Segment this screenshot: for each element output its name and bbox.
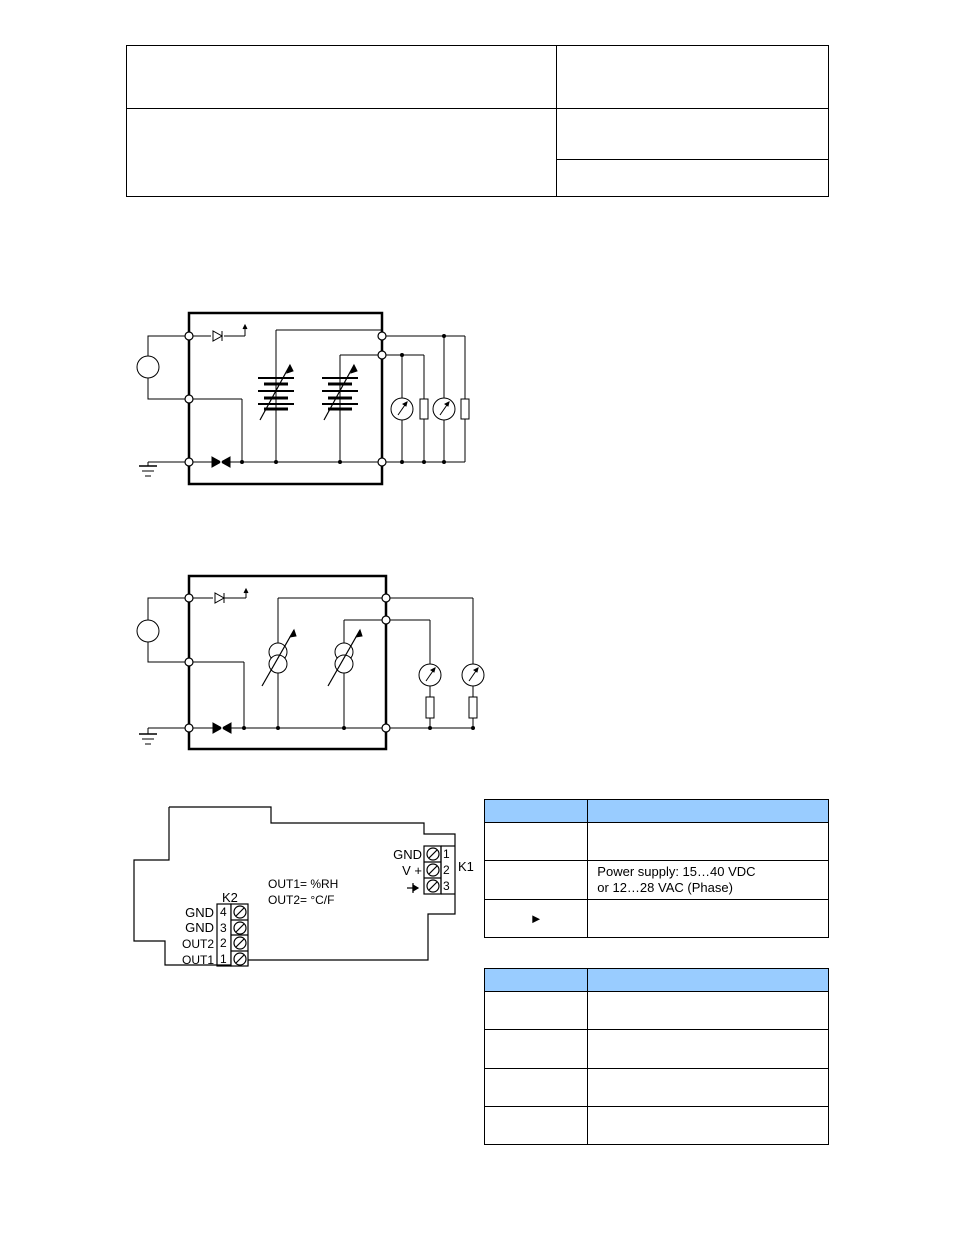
table-cell (588, 823, 829, 861)
table-row (485, 1069, 829, 1107)
table-cell (588, 900, 829, 938)
k1-pin3-number: 3 (443, 879, 450, 893)
k1-pin2-label: V + (402, 863, 422, 878)
table-cell (588, 992, 829, 1030)
table-row (485, 1107, 829, 1145)
outputs-line1: OUT1= %RH (268, 877, 339, 891)
table-row (485, 1030, 829, 1069)
table-header-cell (588, 800, 829, 823)
table-cell (485, 1107, 588, 1145)
power-supply-cell: Power supply: 15…40 VDC or 12…28 VAC (Phase) (588, 861, 829, 900)
k2-name: K2 (222, 890, 238, 905)
table-cell (588, 1069, 829, 1107)
table-row (485, 992, 829, 1030)
k2-pin3-label: GND (185, 920, 214, 935)
table-row (485, 900, 829, 938)
k2-pin2-label: OUT2 (181, 937, 214, 951)
k1-name: K1 (458, 859, 474, 874)
table-row (485, 823, 829, 861)
table-cell (485, 861, 588, 900)
k1-pin1-number: 1 (443, 847, 450, 861)
k2-pin1-number: 1 (220, 952, 227, 966)
terminal-table-k2 (484, 968, 829, 1145)
table-cell (588, 1030, 829, 1069)
table-header-row (485, 800, 829, 823)
table-cell (485, 1069, 588, 1107)
table-header-cell (588, 969, 829, 992)
table-cell: ► (485, 900, 588, 938)
table-cell (485, 992, 588, 1030)
table-cell (485, 1030, 588, 1069)
table-cell (588, 1107, 829, 1145)
k2-pin2-number: 2 (220, 936, 227, 950)
table-cell (485, 823, 588, 861)
k1-pin1-label: GND (393, 847, 422, 862)
table-header-row (485, 969, 829, 992)
outputs-line2: OUT2= °C/F (268, 893, 335, 907)
ground-arrow-icon (407, 883, 418, 893)
terminal-table-k1 (484, 799, 829, 938)
table-header-cell (485, 800, 588, 823)
k2-pin4-number: 4 (220, 905, 227, 919)
table-header-cell (485, 969, 588, 992)
k2-pin4-label: GND (185, 905, 214, 920)
k1-pin2-number: 2 (443, 863, 450, 877)
table-row (485, 861, 829, 900)
k2-pin3-number: 3 (220, 921, 227, 935)
k2-pin1-label: OUT1 (181, 953, 214, 967)
